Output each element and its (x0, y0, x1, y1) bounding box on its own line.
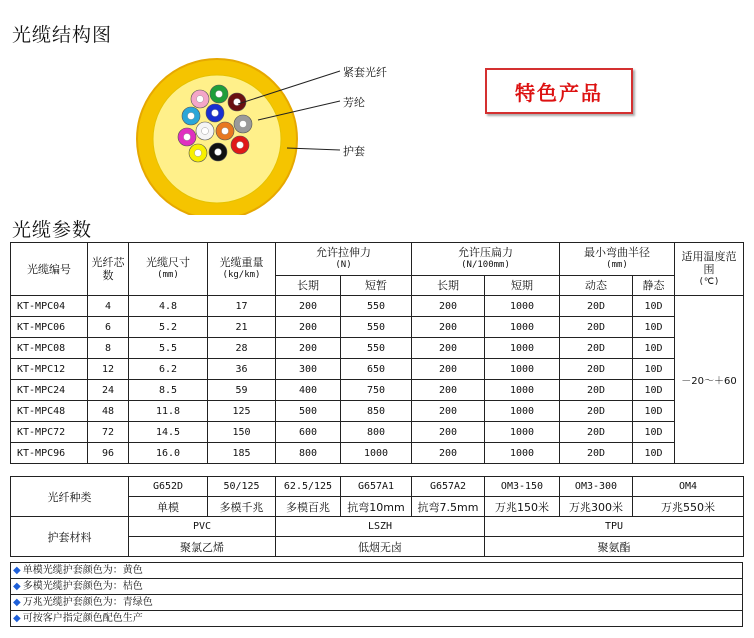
value-cell: 6.2 (129, 359, 208, 380)
value-cell: 850 (341, 401, 412, 422)
structure-title: 光缆结构图 (12, 24, 113, 46)
value-cell: 600 (276, 422, 341, 443)
fiber-code: 50/125 (208, 477, 276, 497)
header-size-label: 光缆尺寸 (146, 256, 190, 269)
value-cell: 200 (412, 401, 485, 422)
header-model: 光缆编号 (11, 243, 88, 296)
fiber-core (188, 113, 195, 120)
fiber-core (197, 96, 204, 103)
params-row (11, 296, 744, 317)
fiber-name: 万兆550米 (633, 497, 744, 517)
value-cell: 200 (276, 296, 341, 317)
header-bend-label: 最小弯曲半径 (584, 246, 650, 259)
note-item (10, 611, 743, 627)
header-crush-long: 长期 (412, 276, 485, 296)
value-cell: 28 (208, 338, 276, 359)
value-cell: 14.5 (129, 422, 208, 443)
fiber-name: 多模百兆 (276, 497, 341, 517)
params-row (11, 380, 744, 401)
value-cell: 200 (276, 338, 341, 359)
jacket-name: 聚氨酯 (485, 537, 744, 557)
model-cell: KT-MPC06 (11, 317, 88, 338)
value-cell: 20D (560, 317, 633, 338)
fiber-code: G652D (129, 477, 208, 497)
value-cell: 96 (88, 443, 129, 464)
header-tensile-long: 长期 (276, 276, 341, 296)
fiber-name: 多模千兆 (208, 497, 276, 517)
fiber-code: 62.5/125 (276, 477, 341, 497)
value-cell: 800 (341, 422, 412, 443)
value-cell: 1000 (485, 380, 560, 401)
notes-list (10, 562, 743, 627)
value-cell: 24 (88, 380, 129, 401)
note-item (10, 579, 743, 595)
header-weight-unit: (kg/km) (222, 270, 261, 280)
note-text: 单模光缆护套颜色为：黄色 (22, 565, 143, 576)
params-row (11, 317, 744, 338)
featured-product-badge: 特色产品 (485, 68, 633, 114)
header-tensile (276, 243, 412, 276)
value-cell: 20D (560, 422, 633, 443)
value-cell: 59 (208, 380, 276, 401)
diamond-bullet-icon: ◆ (13, 613, 21, 624)
header-crush (412, 243, 560, 276)
value-cell: 17 (208, 296, 276, 317)
value-cell: 200 (412, 317, 485, 338)
fiber-core (237, 142, 244, 149)
params-row (11, 422, 744, 443)
header-weight-label: 光缆重量 (219, 256, 264, 269)
value-cell: 8 (88, 338, 129, 359)
cable-params-table (10, 242, 744, 464)
params-row (11, 359, 744, 380)
fiber-core (195, 150, 202, 157)
diamond-bullet-icon: ◆ (13, 597, 21, 608)
header-bend-static: 静态 (633, 276, 675, 296)
fiber-core (215, 149, 222, 156)
fiber-core (240, 121, 247, 128)
value-cell: 200 (412, 338, 485, 359)
value-cell: 1000 (485, 401, 560, 422)
jacket-material-label: 护套材料 (11, 517, 129, 557)
value-cell: 1000 (341, 443, 412, 464)
header-size (129, 243, 208, 296)
header-fiber-count: 光纤芯数 (88, 243, 129, 296)
jacket-name: 聚氯乙烯 (129, 537, 276, 557)
model-cell: KT-MPC12 (11, 359, 88, 380)
fiber-name: 抗弯10mm (341, 497, 412, 517)
jacket-code: PVC (129, 517, 276, 537)
params-row (11, 338, 744, 359)
note-text: 可按客户指定颜色配色生产 (22, 613, 143, 624)
fiber-type-label: 光纤种类 (11, 477, 129, 517)
model-cell: KT-MPC72 (11, 422, 88, 443)
value-cell: 200 (412, 443, 485, 464)
value-cell: 650 (341, 359, 412, 380)
fiber-core (202, 128, 209, 135)
fiber-core (212, 110, 219, 117)
value-cell: 10D (633, 443, 675, 464)
header-bend-radius (560, 243, 675, 276)
value-cell: 200 (412, 296, 485, 317)
header-crush-label: 允许压扁力 (458, 246, 513, 259)
value-cell: 400 (276, 380, 341, 401)
fiber-core (184, 134, 191, 141)
label-aramid: 芳纶 (343, 96, 365, 109)
header-crush-short: 短期 (485, 276, 560, 296)
jacket-code: LSZH (276, 517, 485, 537)
value-cell: 1000 (485, 317, 560, 338)
header-bend-unit: (mm) (606, 260, 628, 270)
header-temp (675, 243, 744, 296)
model-cell: KT-MPC08 (11, 338, 88, 359)
diamond-bullet-icon: ◆ (13, 565, 21, 576)
value-cell: 20D (560, 380, 633, 401)
value-cell: 750 (341, 380, 412, 401)
value-cell: 16.0 (129, 443, 208, 464)
value-cell: 21 (208, 317, 276, 338)
note-item (10, 595, 743, 611)
value-cell: 10D (633, 380, 675, 401)
header-tensile-unit: (N) (335, 260, 352, 270)
value-cell: 20D (560, 338, 633, 359)
value-cell: 10D (633, 401, 675, 422)
value-cell: 11.8 (129, 401, 208, 422)
value-cell: 200 (412, 380, 485, 401)
value-cell: 1000 (485, 422, 560, 443)
value-cell: 1000 (485, 296, 560, 317)
model-cell: KT-MPC04 (11, 296, 88, 317)
params-body (11, 296, 744, 464)
value-cell: 550 (341, 296, 412, 317)
value-cell: 1000 (485, 443, 560, 464)
value-cell: 5.2 (129, 317, 208, 338)
value-cell: 20D (560, 401, 633, 422)
fiber-code: OM3-150 (485, 477, 560, 497)
value-cell: 800 (276, 443, 341, 464)
value-cell: 5.5 (129, 338, 208, 359)
cable-cross-section-diagram (0, 0, 754, 215)
fiber-core (222, 128, 229, 135)
value-cell: 20D (560, 296, 633, 317)
model-cell: KT-MPC48 (11, 401, 88, 422)
fiber-code: G657A1 (341, 477, 412, 497)
fiber-core (234, 99, 241, 106)
temp-range-cell: －20～＋60 (675, 296, 744, 464)
label-tight-buffer: 紧套光纤 (343, 66, 387, 79)
fiber-name: 抗弯7.5mm (412, 497, 485, 517)
value-cell: 12 (88, 359, 129, 380)
value-cell: 6 (88, 317, 129, 338)
value-cell: 185 (208, 443, 276, 464)
header-temp-unit: (℃) (698, 276, 720, 287)
fiber-name: 万兆300米 (560, 497, 633, 517)
value-cell: 200 (276, 317, 341, 338)
header-tensile-label: 允许拉伸力 (316, 246, 371, 259)
value-cell: 10D (633, 422, 675, 443)
fiber-code: OM3-300 (560, 477, 633, 497)
header-weight (208, 243, 276, 296)
note-text: 多模光缆护套颜色为：桔色 (22, 581, 143, 592)
diamond-bullet-icon: ◆ (13, 581, 21, 592)
value-cell: 10D (633, 317, 675, 338)
header-size-unit: (mm) (157, 270, 179, 280)
value-cell: 8.5 (129, 380, 208, 401)
value-cell: 10D (633, 296, 675, 317)
header-crush-unit: (N/100mm) (461, 260, 510, 270)
value-cell: 4 (88, 296, 129, 317)
params-title: 光缆参数 (12, 219, 93, 241)
value-cell: 20D (560, 443, 633, 464)
jacket-name: 低烟无卤 (276, 537, 485, 557)
value-cell: 1000 (485, 338, 560, 359)
label-jacket: 护套 (343, 145, 365, 158)
value-cell: 1000 (485, 359, 560, 380)
params-row (11, 401, 744, 422)
value-cell: 550 (341, 317, 412, 338)
fiber-code: G657A2 (412, 477, 485, 497)
value-cell: 4.8 (129, 296, 208, 317)
value-cell: 500 (276, 401, 341, 422)
value-cell: 10D (633, 338, 675, 359)
value-cell: 36 (208, 359, 276, 380)
note-item (10, 562, 743, 579)
value-cell: 150 (208, 422, 276, 443)
value-cell: 550 (341, 338, 412, 359)
value-cell: 200 (412, 422, 485, 443)
model-cell: KT-MPC24 (11, 380, 88, 401)
materials-table (10, 476, 744, 557)
fiber-code: OM4 (633, 477, 744, 497)
header-tensile-short: 短暂 (341, 276, 412, 296)
value-cell: 48 (88, 401, 129, 422)
value-cell: 125 (208, 401, 276, 422)
value-cell: 300 (276, 359, 341, 380)
fiber-core (216, 91, 223, 98)
value-cell: 20D (560, 359, 633, 380)
value-cell: 200 (412, 359, 485, 380)
fiber-name: 万兆150米 (485, 497, 560, 517)
fiber-name: 单模 (129, 497, 208, 517)
value-cell: 10D (633, 359, 675, 380)
model-cell: KT-MPC96 (11, 443, 88, 464)
header-temp-label: 适用温度范围 (681, 249, 737, 276)
jacket-code: TPU (485, 517, 744, 537)
note-text: 万兆光缆护套颜色为：青绿色 (22, 597, 153, 608)
params-row (11, 443, 744, 464)
header-bend-dynamic: 动态 (560, 276, 633, 296)
value-cell: 72 (88, 422, 129, 443)
